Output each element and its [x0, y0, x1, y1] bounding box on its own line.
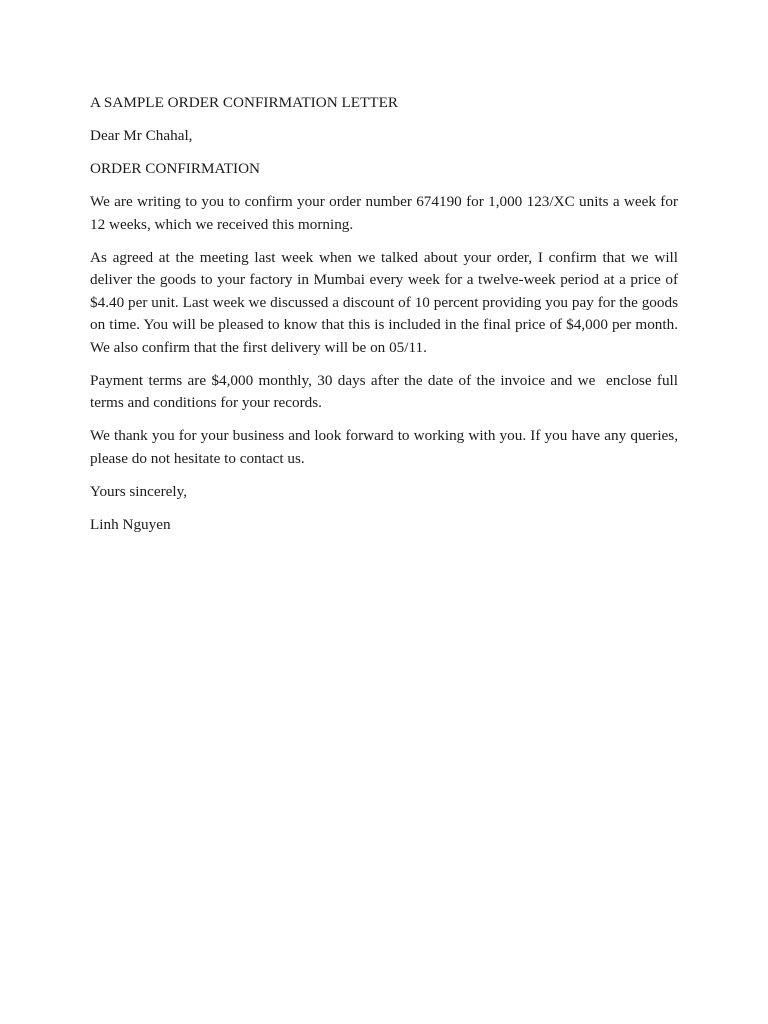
letter-salutation: Dear Mr Chahal,: [90, 127, 193, 144]
letter-paragraph-delivery: As agreed at the meeting last week when we talked about your order, I confirm that we will deliver the goods to your factory in Mumbai every week for a twelve-week period at a price of $4.40 per unit. Last week we discussed a discount of 10 percent providing you pay for the goods on time. You will be pleased to know that this is included in the final price of $4,000 per month. We also confirm that the first delivery will be on 05/11.: [90, 248, 678, 356]
letter-closing: Yours sincerely,: [90, 482, 188, 500]
letter-signature: Linh Nguyen: [90, 515, 171, 533]
letter-heading: A SAMPLE ORDER CONFIRMATION LETTER: [90, 94, 398, 111]
letter-paragraph-order: We are writing to you to confirm your order number 674190 for 1,000 123/XC units a week for 12 weeks, which we received this morning.: [90, 193, 678, 233]
letter-paragraph-thanks: We thank you for your business and look forward to working with you. If you have any queries, please do not hesitate to contact us.: [90, 427, 678, 467]
letter-body: [90, 92, 682, 547]
letter-subject: ORDER CONFIRMATION: [90, 160, 261, 177]
letter-paragraph-payment: Payment terms are $4,000 monthly, 30 days after the date of the invoice and we enclose full terms and conditions for your records.: [90, 371, 682, 411]
